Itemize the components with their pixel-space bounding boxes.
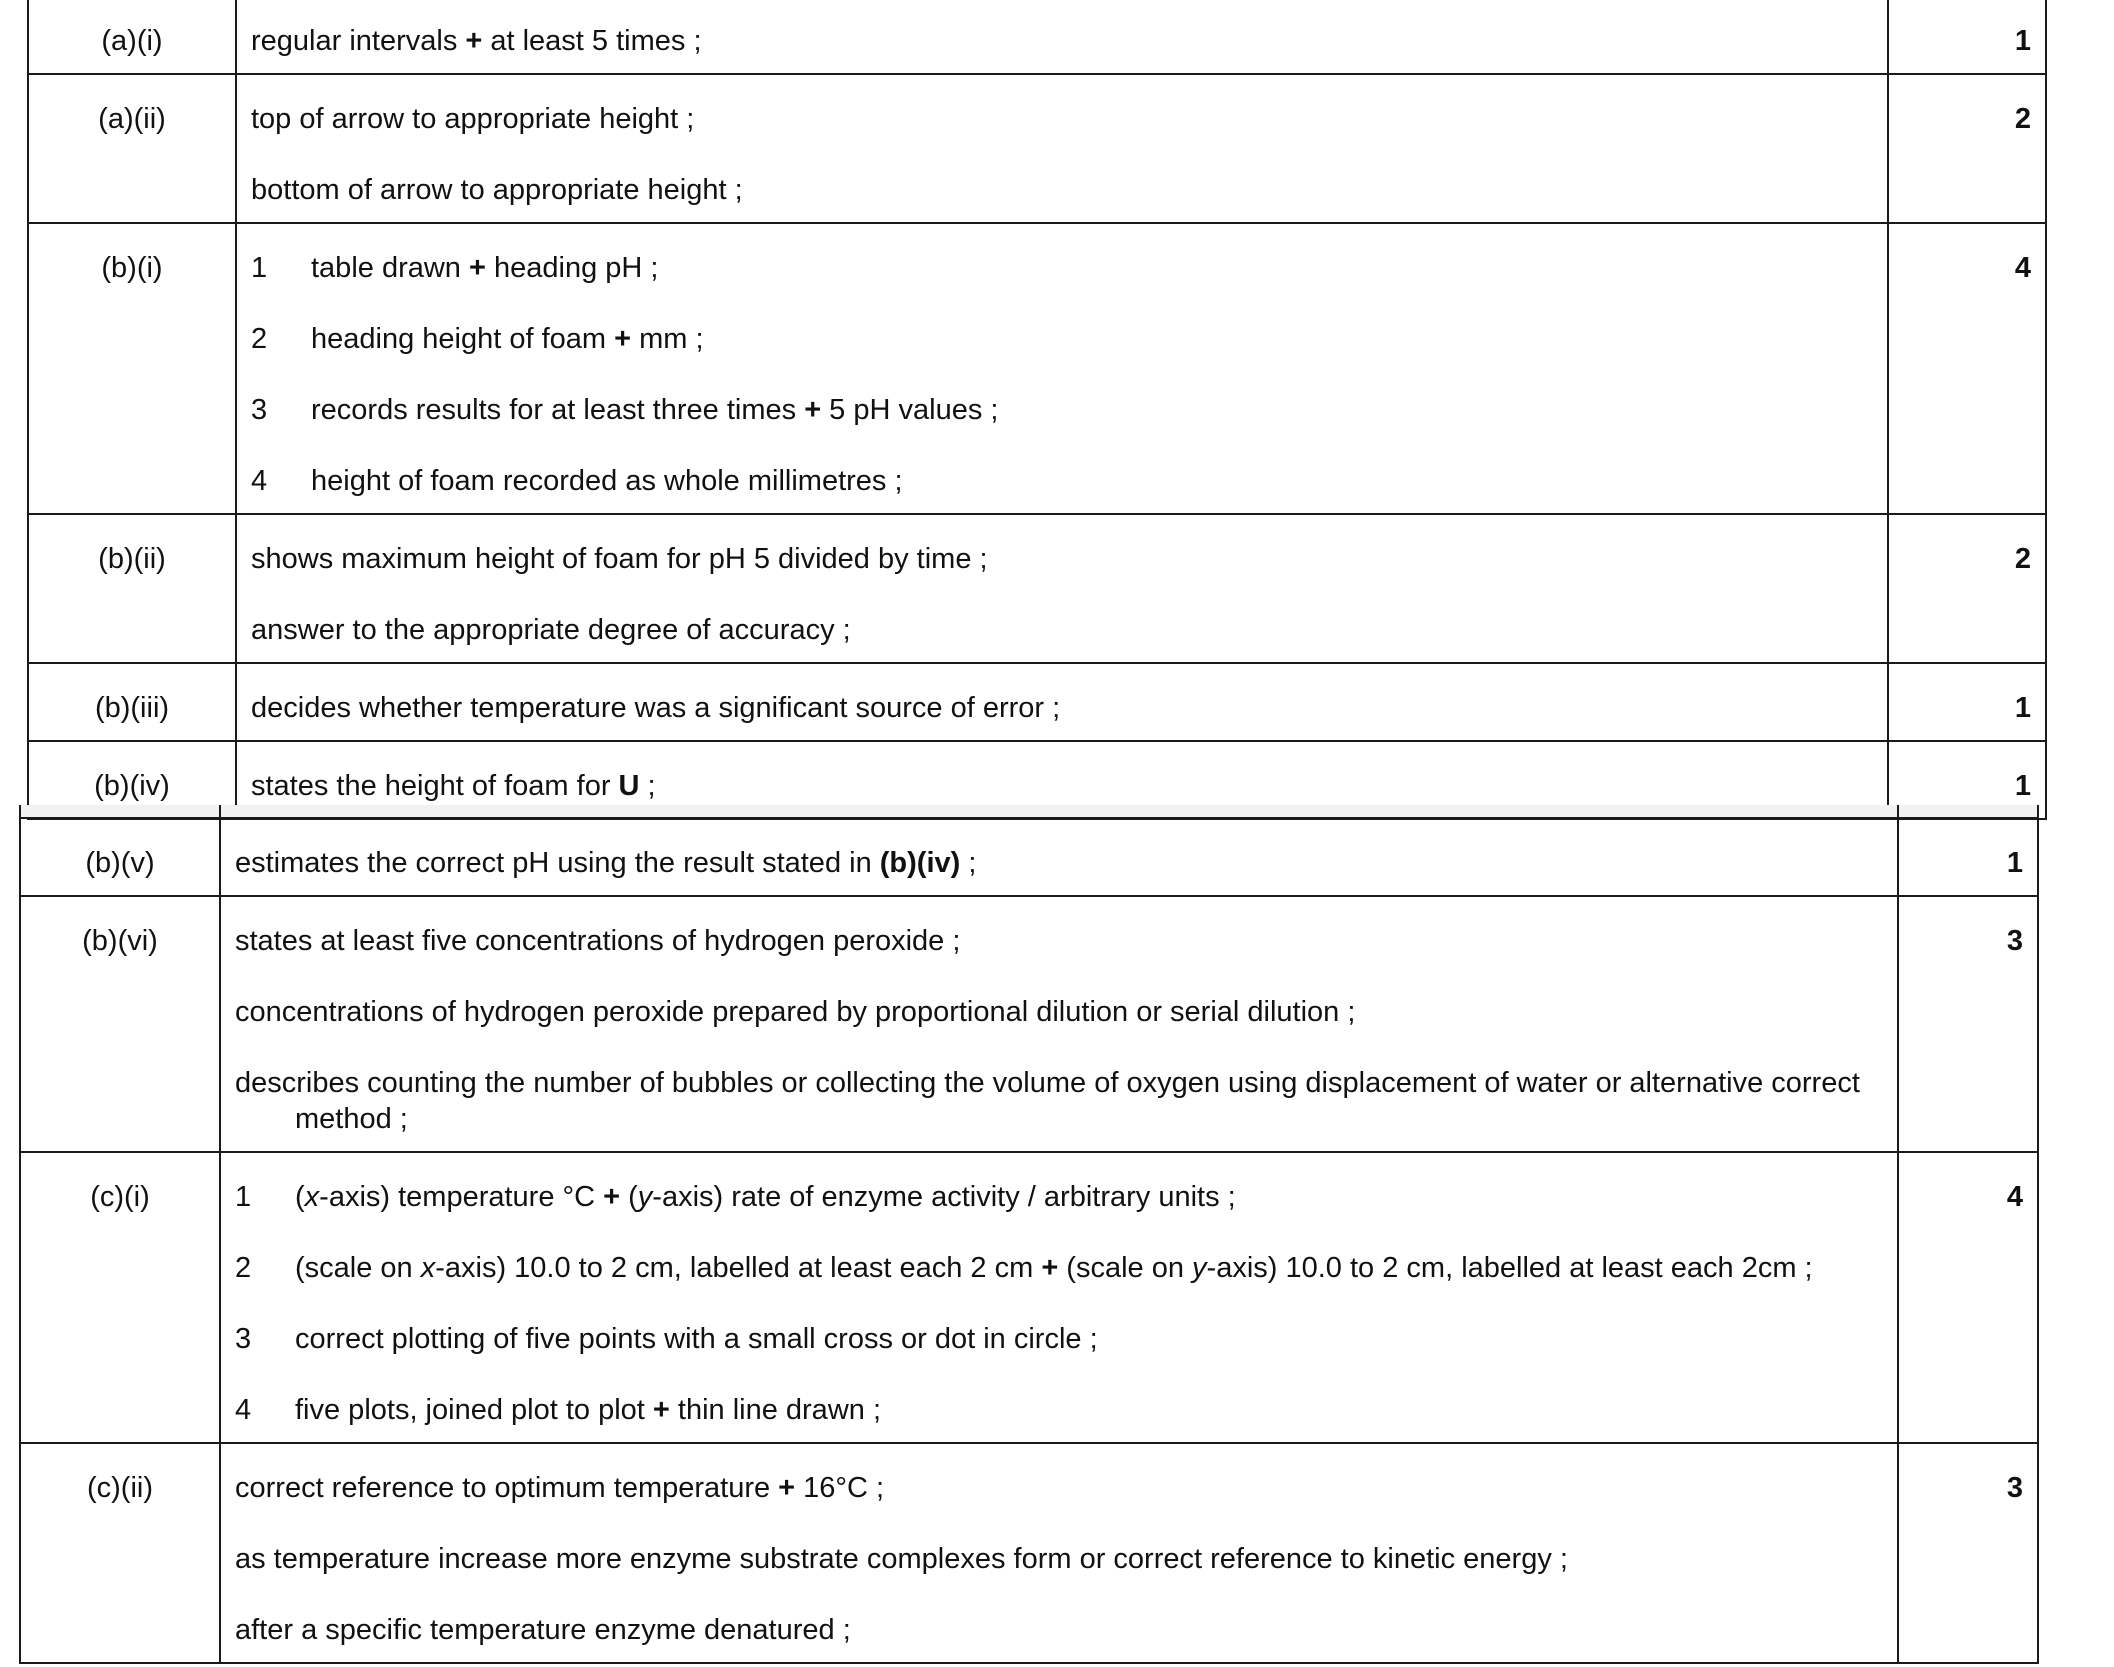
answer-text: (scale on: [1058, 1252, 1193, 1284]
answer-text: -axis) rate of enzyme activity / arbitrary units ;: [652, 1181, 1236, 1213]
answer-text: +: [652, 1394, 670, 1426]
mark-point: [251, 690, 1873, 726]
marks: 1: [1888, 741, 2046, 819]
question-ref: (b)(ii): [28, 514, 236, 663]
answer-cell: [236, 514, 1888, 663]
answer-cell: [220, 1152, 1898, 1443]
answer-text: concentrations of hydrogen peroxide prepared by proportional dilution or serial dilution ;: [235, 996, 1356, 1028]
answer-text: answer to the appropriate degree of accuracy ;: [251, 614, 851, 646]
answer-text: 16°C ;: [795, 1472, 885, 1504]
answer-text: decides whether temperature was a significant source of error ;: [251, 692, 1061, 724]
answer-text: x: [420, 1252, 436, 1284]
point-number: 2: [251, 323, 268, 355]
answer-cell: [236, 223, 1888, 514]
numbered-mark-point: [251, 392, 1873, 428]
answer-text: after a specific temperature enzyme denatured ;: [235, 1614, 851, 1646]
answer-text: +: [804, 394, 822, 426]
table-row: [28, 223, 2046, 514]
mark-point: [235, 1541, 1883, 1577]
answer-text: top of arrow to appropriate height ;: [251, 103, 695, 135]
mark-point: [251, 768, 1873, 804]
marks: 2: [1888, 74, 2046, 223]
answer-text: +: [465, 25, 483, 57]
answer-text: +: [469, 252, 486, 284]
answer-text: +: [614, 323, 632, 355]
answer-text: heading pH ;: [485, 252, 659, 284]
answer-text: x: [304, 1181, 320, 1213]
question-ref: (a)(i): [28, 0, 236, 74]
mark-point: [235, 994, 1883, 1030]
mark-scheme-table-bottom: [19, 805, 2039, 1664]
point-number: 1: [235, 1181, 252, 1213]
table-continuation-strip: [20, 805, 2038, 818]
numbered-mark-point: [251, 250, 1873, 286]
answer-text: height of foam recorded as whole millimetres ;: [311, 465, 903, 497]
table-row: [20, 818, 2038, 896]
marks: 3: [1898, 896, 2038, 1152]
numbered-mark-point: [251, 321, 1873, 357]
answer-text: -axis) 10.0 to 2 cm, labelled at least each 2cm ;: [1206, 1252, 1813, 1284]
answer-text: regular intervals: [251, 25, 466, 57]
table-row: [28, 514, 2046, 663]
mark-point: [235, 845, 1883, 881]
answer-text: y: [1192, 1252, 1207, 1284]
point-number: 4: [251, 465, 268, 497]
answer-text: (scale on: [295, 1252, 421, 1284]
answer-text: (: [295, 1181, 305, 1213]
answer-text: shows maximum height of foam for pH 5 divided by time ;: [251, 543, 988, 575]
answer-text: states the height of foam for: [251, 770, 619, 802]
answer-text: (b)(iv): [879, 847, 961, 879]
question-ref: (b)(i): [28, 223, 236, 514]
table-row: [28, 663, 2046, 741]
question-ref: (c)(ii): [20, 1443, 220, 1663]
table-row: [20, 896, 2038, 1152]
answer-text: ;: [960, 847, 977, 879]
mark-point: [235, 1065, 1883, 1137]
point-number: 4: [235, 1394, 252, 1426]
numbered-mark-point: [251, 463, 1873, 499]
question-ref: (b)(v): [20, 818, 220, 896]
numbered-mark-point: [235, 1179, 1883, 1215]
answer-text: records results for at least three times: [311, 394, 805, 426]
question-ref: (b)(iii): [28, 663, 236, 741]
answer-text: (: [620, 1181, 638, 1213]
marks: 1: [1888, 0, 2046, 74]
answer-cell: [236, 0, 1888, 74]
table-row: [28, 0, 2046, 74]
question-ref: (c)(i): [20, 1152, 220, 1443]
numbered-mark-point: [235, 1392, 1883, 1428]
answer-cell: [236, 663, 1888, 741]
answer-text: correct plotting of five points with a small cross or dot in circle ;: [295, 1323, 1098, 1355]
table-row: [28, 74, 2046, 223]
answer-text: correct reference to optimum temperature: [235, 1472, 779, 1504]
answer-text: table drawn: [311, 252, 469, 284]
point-number: 1: [251, 252, 268, 284]
point-number: 3: [235, 1323, 252, 1355]
answer-text: describes counting the number of bubbles or collecting the volume of oxygen using displacement of water or alternative correct method ;: [235, 1067, 1860, 1135]
answer-text: estimates the correct pH using the result stated in: [235, 847, 880, 879]
marks: 4: [1898, 1152, 2038, 1443]
answer-cell: [220, 818, 1898, 896]
point-number: 3: [251, 394, 268, 426]
mark-point: [251, 541, 1873, 577]
answer-text: -axis) 10.0 to 2 cm, labelled at least each 2 cm: [435, 1252, 1042, 1284]
answer-text: bottom of arrow to appropriate height ;: [251, 174, 743, 206]
answer-text: as temperature increase more enzyme substrate complexes form or correct reference to kinetic energy ;: [235, 1543, 1568, 1575]
mark-scheme-table-top: [27, 0, 2047, 820]
mark-point: [251, 612, 1873, 648]
marks: 2: [1888, 514, 2046, 663]
numbered-mark-point: [235, 1321, 1883, 1357]
answer-text: ;: [639, 770, 656, 802]
answer-text: -axis) temperature °C: [319, 1181, 604, 1213]
table-row: [20, 1152, 2038, 1443]
mark-point: [235, 923, 1883, 959]
answer-text: heading height of foam: [311, 323, 615, 355]
answer-text: +: [1041, 1252, 1059, 1284]
marks: 3: [1898, 1443, 2038, 1663]
question-ref: (b)(iv): [28, 741, 236, 819]
numbered-mark-point: [235, 1250, 1883, 1286]
answer-text: U: [618, 770, 640, 802]
table-row: [20, 1443, 2038, 1663]
answer-cell: [220, 896, 1898, 1152]
answer-text: thin line drawn ;: [669, 1394, 881, 1426]
answer-text: mm ;: [631, 323, 704, 355]
question-ref: (b)(vi): [20, 896, 220, 1152]
mark-point: [251, 101, 1873, 137]
answer-text: 5 pH values ;: [821, 394, 999, 426]
answer-cell: [220, 1443, 1898, 1663]
answer-text: +: [603, 1181, 621, 1213]
marks: 4: [1888, 223, 2046, 514]
answer-text: five plots, joined plot to plot: [295, 1394, 653, 1426]
marks: 1: [1898, 818, 2038, 896]
answer-text: states at least five concentrations of hydrogen peroxide ;: [235, 925, 961, 957]
question-ref: (a)(ii): [28, 74, 236, 223]
mark-point: [235, 1612, 1883, 1648]
answer-text: +: [778, 1472, 796, 1504]
mark-point: [251, 172, 1873, 208]
mark-point: [251, 23, 1873, 59]
answer-text: at least 5 times ;: [482, 25, 702, 57]
marks: 1: [1888, 663, 2046, 741]
mark-point: [235, 1470, 1883, 1506]
point-number: 2: [235, 1252, 252, 1284]
answer-cell: [236, 74, 1888, 223]
answer-text: y: [637, 1181, 653, 1213]
